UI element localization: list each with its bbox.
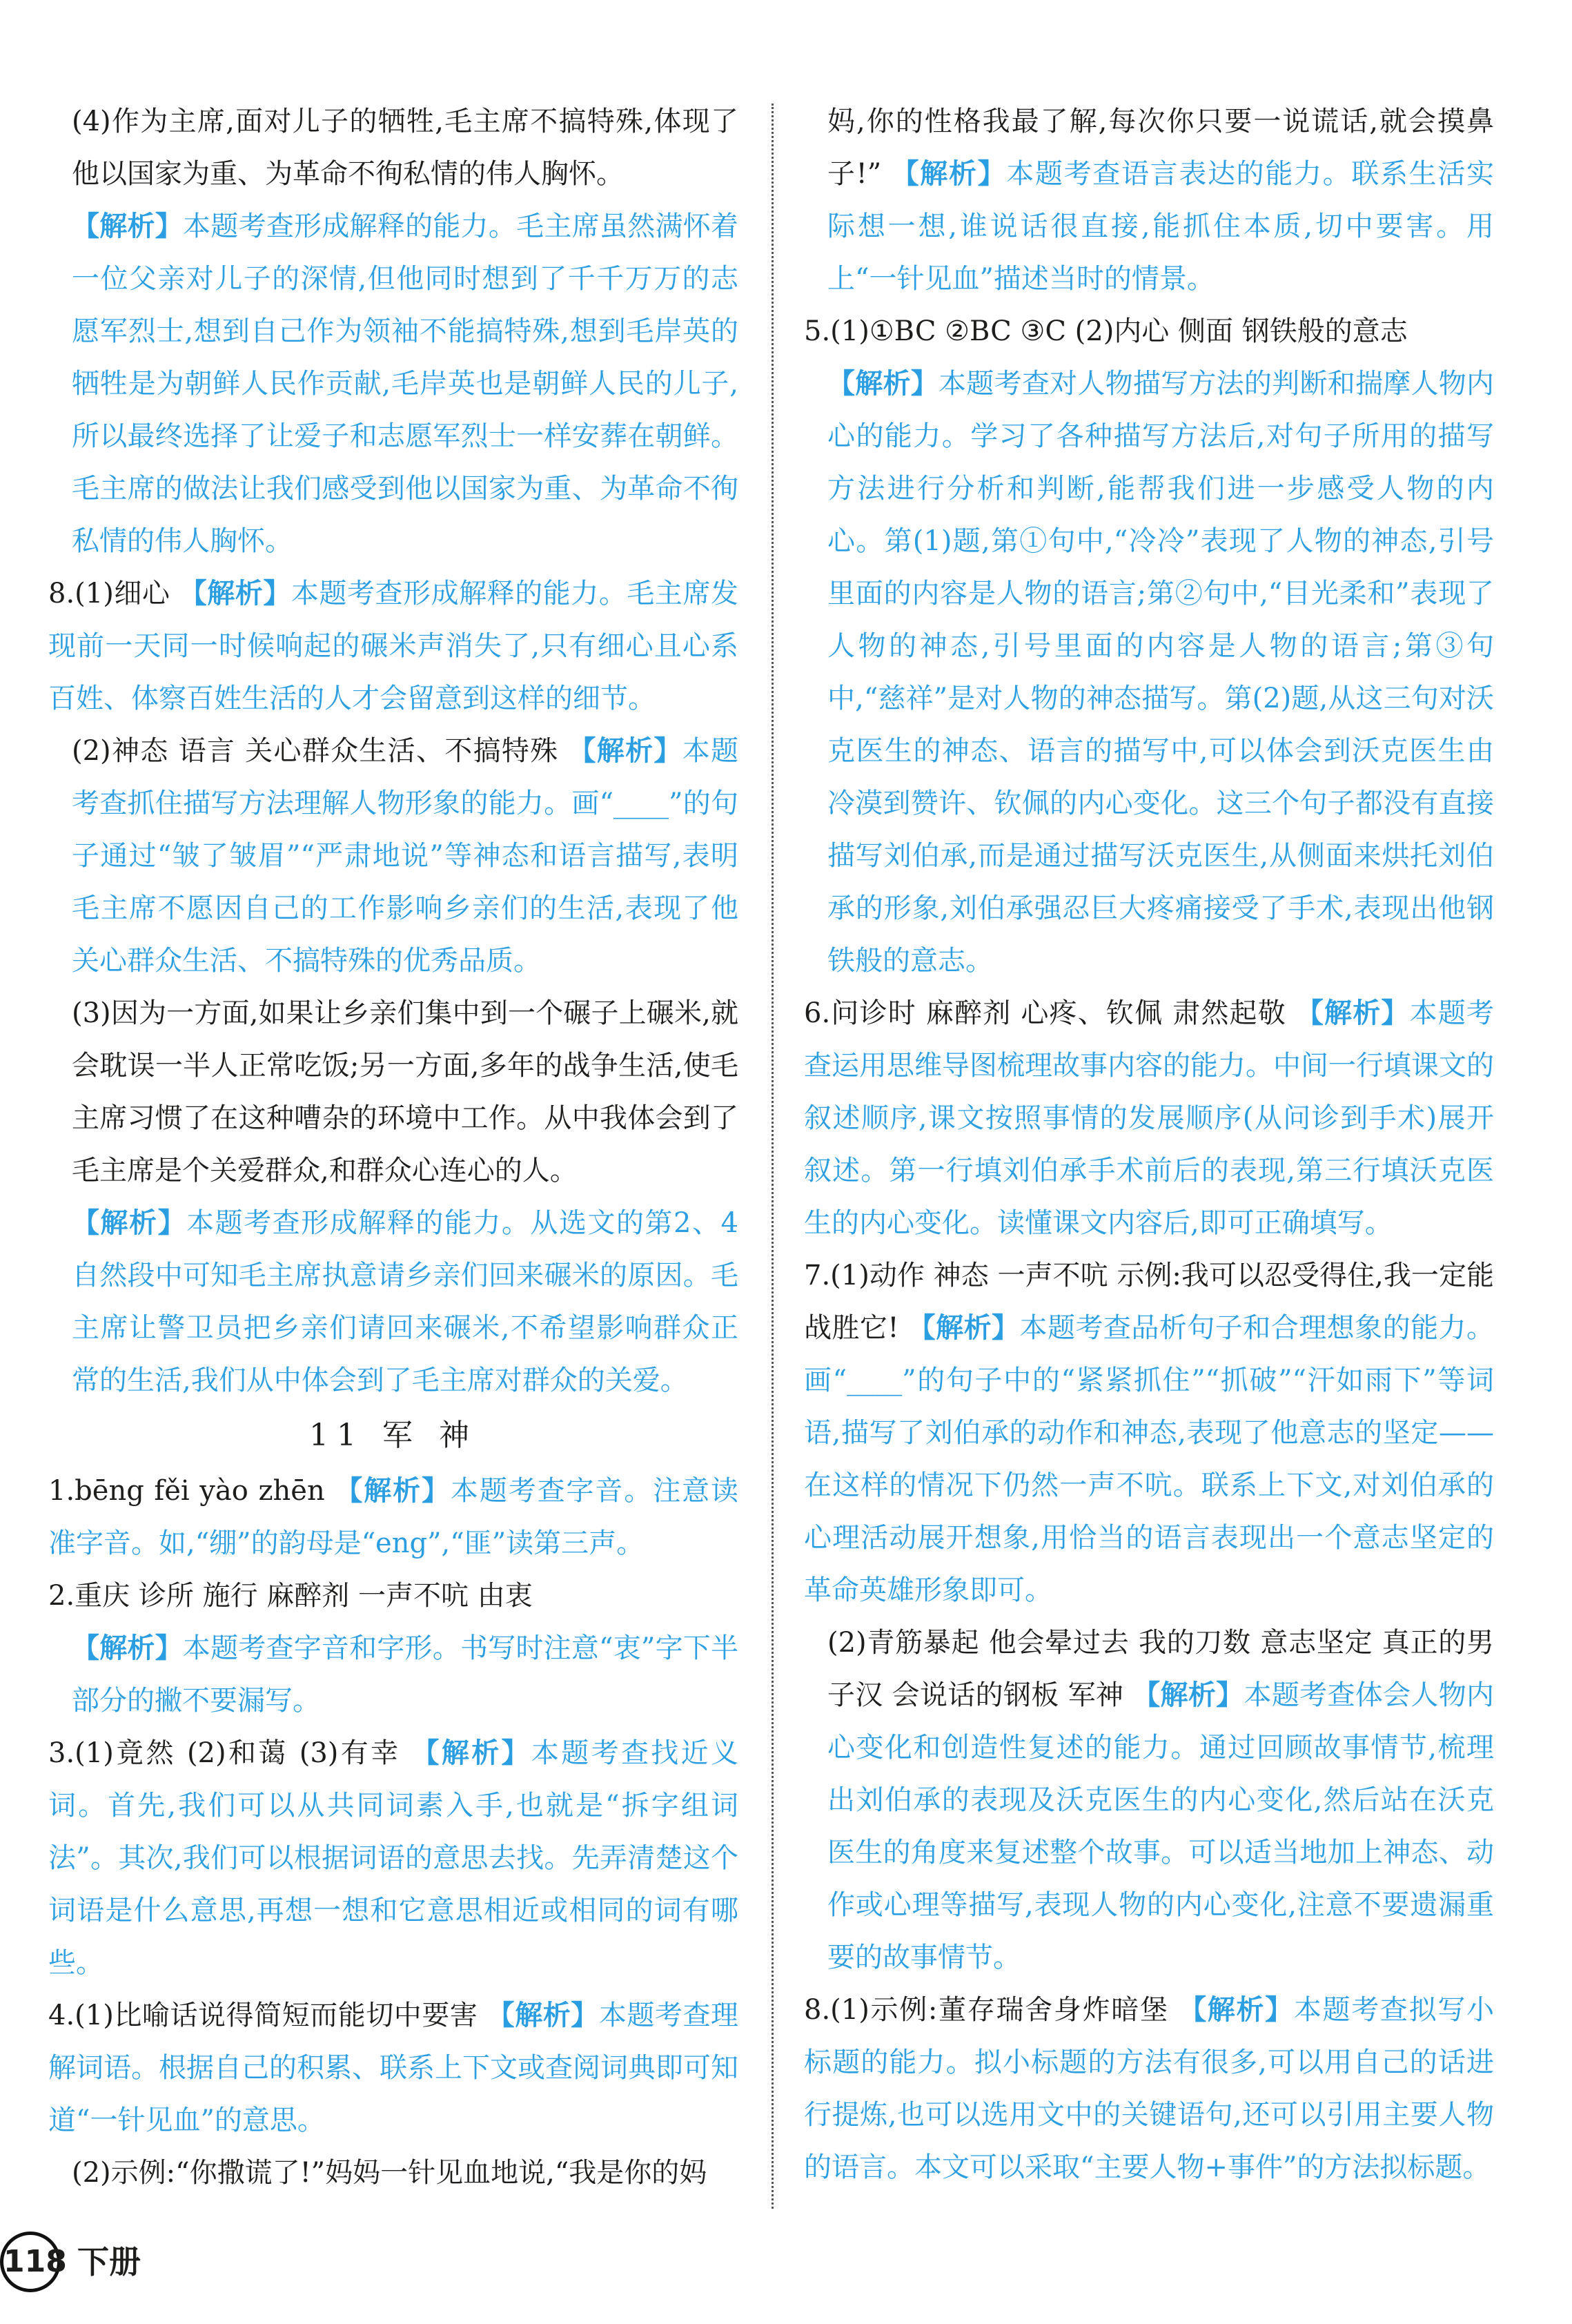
answer-11-4-2: (2)示例:“你撒谎了!”妈妈一针见血地说,“我是你的妈 [72, 2157, 707, 2189]
answer-7-4: (4)作为主席,面对儿子的牺牲,毛主席不搞特殊,体现了他以国家为重、为革命不徇私情的伟人胸怀。 [72, 106, 738, 190]
left-column [48, 95, 738, 2199]
answer-11-4-2-cont: 妈,你的性格我最了解,每次你只要一说谎话,就会摸鼻子!” 【解析】本题考查语言表达的能力。联系生活实际想一想,谁说话很直接,能抓住本质,切中要害。用上“一针见血”描述当时的情景。 [827, 106, 1495, 295]
answer-11-1: 1.bēng fěi yào zhēn 【解析】本题考查字音。注意读准字音。如,“绷”的韵母是“eng”,“匪”读第三声。 [48, 1474, 739, 1559]
answer-11-7-1: 7.(1)动作 神态 一声不吭 示例:我可以忍受得住,我一定能战胜它! 【解析】本题考查品析句子和合理想象的能力。画“____”的句子中的“紧紧抓住”“抓破”“汗如雨下”等词语,描写了刘伯承的动作和神态,表现了他意志的坚定——在这样的情况下仍然一声不吭。联系上下文,对刘伯承的心理活动展开想象,用恰当的语言表现出一个意志坚定的革命英雄形象即可。 [804, 1260, 1494, 1606]
answer-11-6: 6.问诊时 麻醉剂 心疼、钦佩 肃然起敬 【解析】本题考查运用思维导图梳理故事内容的能力。中间一行填课文的叙述顺序,课文按照事情的发展顺序(从问诊到手术)展开叙述。第一行填刘伯承手术前后的表现,第三行填沃克医生的内心变化。读懂课文内容后,即可正确填写。 [804, 997, 1495, 1239]
answer-11-5: 5.(1)①BC ②BC ③C (2)内心 侧面 钢铁般的意志 [804, 315, 1408, 347]
page-number-badge: 118 [0, 2232, 61, 2292]
answer-11-4-1: 4.(1)比喻话说得简短而能切中要害 【解析】本题考查理解词语。根据自己的积累、联系上下文或查阅词典即可知道“一针见血”的意思。 [48, 1999, 739, 2136]
answer-8-1: 8.(1)细心 【解析】本题考查形成解释的能力。毛主席发现前一天同一时候响起的碾米声消失了,只有细心且心系百姓、体察百姓生活的人才会留意到这样的细节。 [48, 577, 739, 714]
answer-11-3: 3.(1)竟然 (2)和蔼 (3)有幸 【解析】本题考查找近义词。首先,我们可以从共同词素入手,也就是“拆字组词法”。其次,我们可以根据词语的意思去找。先弄清楚这个词语是什么意思,再想一想和它意思相近或相同的词有哪些。 [48, 1737, 739, 1979]
section-title: 11 军 神 [309, 1418, 478, 1453]
analysis-7-4: 【解析】本题考查形成解释的能力。毛主席虽然满怀着一位父亲对儿子的深情,但他同时想到了千千万万的志愿军烈士,想到自己作为领袖不能搞特殊,想到毛岸英的牺牲是为朝鲜人民作贡献,毛岸英也是朝鲜人民的儿子,所以最终选择了让爱子和志愿军烈士一样安葬在朝鲜。毛主席的做法让我们感受到他以国家为重、为革命不徇私情的伟人胸怀。 [72, 210, 739, 557]
answer-11-2: 2.重庆 诊所 施行 麻醉剂 一声不吭 由衷 [48, 1580, 533, 1612]
answer-11-8-1: 8.(1)示例:董存瑞舍身炸暗堡 【解析】本题考查拟写小标题的能力。拟小标题的方法有很多,可以用自己的话进行提炼,也可以选用文中的关键语句,还可以引用主要人物的语言。本文可以采取“主要人物+事件”的方法拟标题。 [804, 1993, 1495, 2183]
answer-8-2: (2)神态 语言 关心群众生活、不搞特殊 【解析】本题考查抓住描写方法理解人物形象的能力。画“____”的句子通过“皱了皱眉”“严肃地说”等神态和语言描写,表明毛主席不愿因自己的工作影响乡亲们的生活,表现了他关心群众生活、不搞特殊的优秀品质。 [72, 734, 739, 977]
page-footer [0, 2226, 276, 2302]
analysis-11-5: 【解析】本题考查对人物描写方法的判断和揣摩人物内心的能力。学习了各种描写方法后,对句子所用的描写方法进行分析和判断,能帮我们进一步感受人物的内心。第(1)题,第①句中,“冷冷”表现了人物的神态,引号里面的内容是人物的语言;第②句中,“目光柔和”表现了人物的神态,引号里面的内容是人物的语言;第③句中,“慈祥”是对人物的神态描写。第(2)题,从这三句对沃克医生的神态、语言的描写中,可以体会到沃克医生由冷漠到赞许、钦佩的内心变化。这三个句子都没有直接描写刘伯承,而是通过描写沃克医生,从侧面来烘托刘伯承的形象,刘伯承强忍巨大疼痛接受了手术,表现出他钢铁般的意志。 [827, 367, 1495, 977]
answer-8-3: (3)因为一方面,如果让乡亲们集中到一个碾子上碾米,就会耽误一半人正常吃饭;另一方面,多年的战争生活,使毛主席习惯了在这种嘈杂的环境中工作。从中我体会到了毛主席是个关爱群众,和群众心连心的人。 [72, 997, 738, 1187]
column-divider [772, 104, 774, 2209]
volume-label: 下册 [77, 2243, 141, 2281]
analysis-11-2: 【解析】本题考查字音和字形。书写时注意“衷”字下半部分的撇不要漏写。 [72, 1632, 739, 1717]
answer-11-7-2: (2)青筋暴起 他会晕过去 我的刀数 意志坚定 真正的男子汉 会说话的钢板 军神 【解析】本题考查体会人物内心变化和创造性复述的能力。通过回顾故事情节,梳理出刘伯承的表现及沃克医生的内心变化,然后站在沃克医生的角度来复述整个故事。可以适当地加上神态、动作或心理等描写,表现人物的内心变化,注意不要遗漏重要的故事情节。 [827, 1627, 1495, 1973]
analysis-8-3: 【解析】本题考查形成解释的能力。从选文的第2、4自然段中可知毛主席执意请乡亲们回来碾米的原因。毛主席让警卫员把乡亲们请回来碾米,不希望影响群众正常的生活,我们从中体会到了毛主席对群众的关爱。 [72, 1207, 738, 1396]
right-column [804, 95, 1494, 2194]
